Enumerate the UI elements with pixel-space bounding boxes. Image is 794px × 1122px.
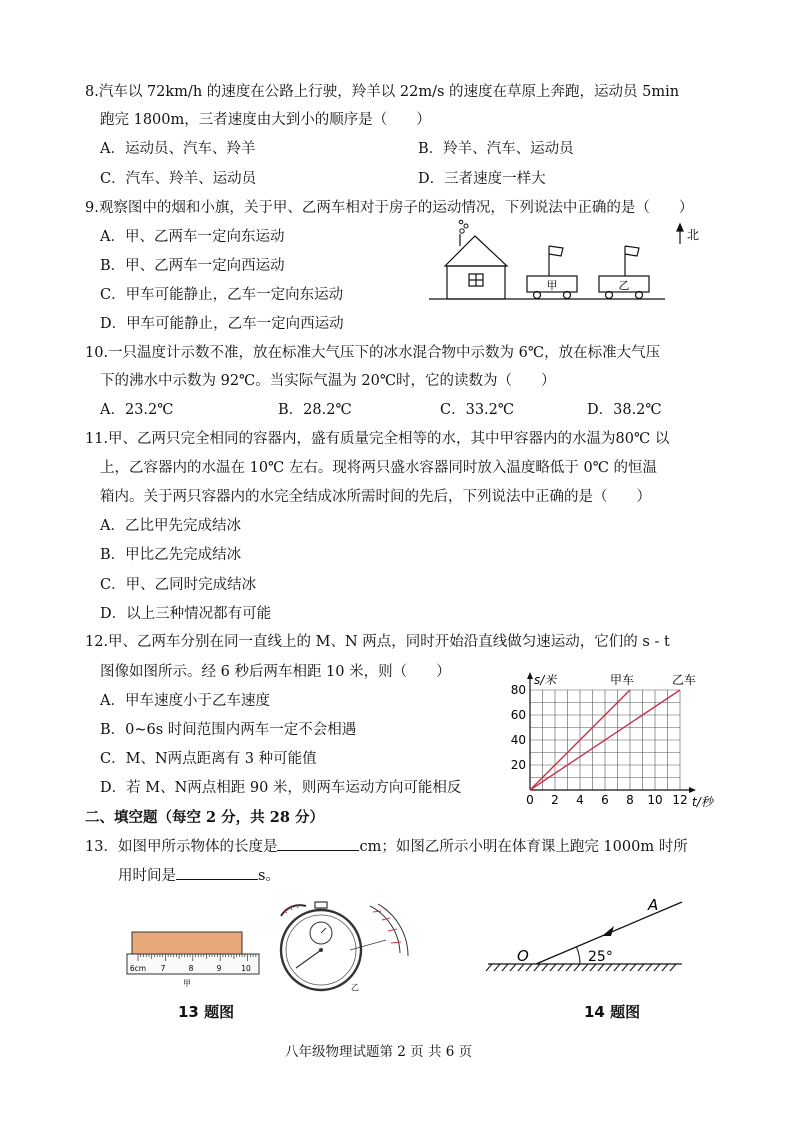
series-label-1: 甲车 [609,673,635,687]
q10-option-a: A．23.2℃ [100,402,174,418]
q13-text-d: s。 [258,868,280,884]
q8-option-c: C．汽车、羚羊、运动员 [100,171,257,187]
car-yi-label: 乙 [618,279,630,292]
q13-text-b: cm；如图乙所示小明在体育课上跑完 1000m 时所 [359,839,688,855]
label-o: O [517,947,529,965]
label-angle: 25° [588,949,613,965]
q13-stem-line2 [118,865,280,886]
x-tick-label: 6 [601,793,609,807]
q10-option-c: C．33.2℃ [440,402,515,418]
series-label-2: 乙车 [671,673,697,687]
st-chart [498,668,728,818]
stopwatch-figure [278,898,413,998]
q11-stem-line3: 箱内。关于两只容器内的水完全结成冰所需时间的先后，下列说法中正确的是（ ） [100,489,651,505]
q10-stem-line2: 下的沸水中示数为 92℃。当实际气温为 20℃时，它的读数为（ ） [100,373,556,389]
smoke [459,220,468,233]
q8-stem-line1: 8.汽车以 72km/h 的速度在公路上行驶，羚羊以 22m/s 的速度在草原上奔跑，运动员 5min [85,84,680,100]
q10-option-d: D．38.2℃ [587,402,662,418]
q9-option-d: D．甲车可能静止，乙车一定向西运动 [100,316,344,332]
q10-option-b: B．28.2℃ [278,402,352,418]
ruler-label-9: 9 [216,964,222,973]
y-axis-label: s/米 [534,673,557,687]
ruler-label-8: 8 [188,964,194,973]
q11-option-c: C．甲、乙同时完成结冰 [100,577,257,593]
angle-figure [484,894,684,974]
x-tick-label: 10 [647,793,663,807]
q9-option-c: C．甲车可能静止，乙车一定向东运动 [100,287,344,303]
stopwatch-crown [315,902,327,908]
x-tick-label: 4 [576,793,584,807]
q13-blank-time[interactable] [176,865,258,880]
x-tick-label: 2 [551,793,559,807]
q13-text-c: 用时间是 [118,868,176,884]
q11-stem-line1: 11.甲、乙两只完全相同的容器内，盛有质量完全相等的水，其中甲容器内的水温为80℃ 以 [85,431,670,447]
measured-block [132,932,242,954]
y-tick-label: 40 [510,733,526,747]
q12-option-b: B．0~6s 时间范围内两车一定不会相遇 [100,722,357,738]
q13-caption: 13 题图 [178,1003,235,1021]
x-axis-label: t/秒 [692,795,713,809]
ray-arrow-icon [602,926,614,936]
house-cars-figure [425,222,725,304]
q13-text-a: 13．如图甲所示物体的长度是 [85,839,278,855]
q13-blank-length[interactable] [277,836,359,851]
ruler-label-10: 10 [241,964,251,973]
page-footer: 八年级物理试题第 2 页 共 6 页 [285,1044,473,1060]
q12-stem-line1: 12.甲、乙两车分别在同一直线上的 M、N 两点，同时开始沿直线做匀速运动，它们的 s - t [85,634,670,650]
figure-label-yi: 乙 [351,983,359,992]
q11-option-a: A．乙比甲先完成结冰 [100,518,241,534]
q11-option-d: D．以上三种情况都有可能 [100,606,272,622]
minute-hand [321,928,326,933]
ruler-label-6: 6cm [129,964,147,973]
q14-caption: 14 题图 [584,1003,641,1021]
q11-stem-line2: 上，乙容器内的水温在 10℃ 左右。现将两只盛水容器同时放入温度略低于 0℃ 的恒温 [100,460,658,476]
y-tick-label: 60 [510,708,526,722]
north-label: 北 [687,228,700,242]
ruler-label-7: 7 [160,964,166,973]
north-arrow-icon [677,224,683,244]
house [445,234,507,299]
x-tick-label: 0 [526,793,534,807]
q9-option-a: A．甲、乙两车一定向东运动 [100,229,285,245]
q8-option-b: B．羚羊、汽车、运动员 [418,141,574,157]
q8-option-d: D．三者速度一样大 [418,171,546,187]
figure-label-jia: 甲 [183,979,191,988]
chart-labels [511,673,715,809]
q12-stem-line2: 图像如图所示。经 6 秒后两车相距 10 米，则（ ） [100,664,451,680]
x-axis-arrow-icon [689,787,696,793]
q10-stem-line1: 10.一只温度计示数不准，放在标准大气压下的冰水混合物中示数为 6℃，放在标准大气压 [85,345,661,361]
label-a: A [648,896,659,914]
y-axis-arrow-icon [527,672,533,679]
q11-option-b: B．甲比乙先完成结冰 [100,547,242,563]
surface-hatching [486,964,676,971]
section-2-title: 二、填空题（每空 2 分，共 28 分） [85,809,324,826]
q8-stem-line2: 跑完 1800m，三者速度由大到小的顺序是（ ） [100,112,431,128]
car-jia-label: 甲 [546,279,558,292]
q9-option-b: B．甲、乙两车一定向西运动 [100,258,285,274]
q12-option-c: C．M、N两点距离有 3 种可能值 [100,751,317,767]
x-tick-label: 12 [672,793,688,807]
ruler-figure [125,930,265,992]
q12-option-a: A．甲车速度小于乙车速度 [100,693,270,709]
angle-arc [577,947,581,964]
second-hand [296,950,321,968]
y-tick-label: 80 [510,683,526,697]
q9-stem: 9.观察图中的烟和小旗，关于甲、乙两车相对于房子的运动情况，下列说法中正确的是（ ） [85,200,694,216]
q13-stem-line1 [85,836,688,857]
x-tick-label: 8 [626,793,634,807]
q8-option-a: A．运动员、汽车、羚羊 [100,141,256,157]
q12-option-d: D．若 M、N两点相距 90 米，则两车运动方向可能相反 [100,780,462,796]
y-tick-label: 20 [510,758,526,772]
